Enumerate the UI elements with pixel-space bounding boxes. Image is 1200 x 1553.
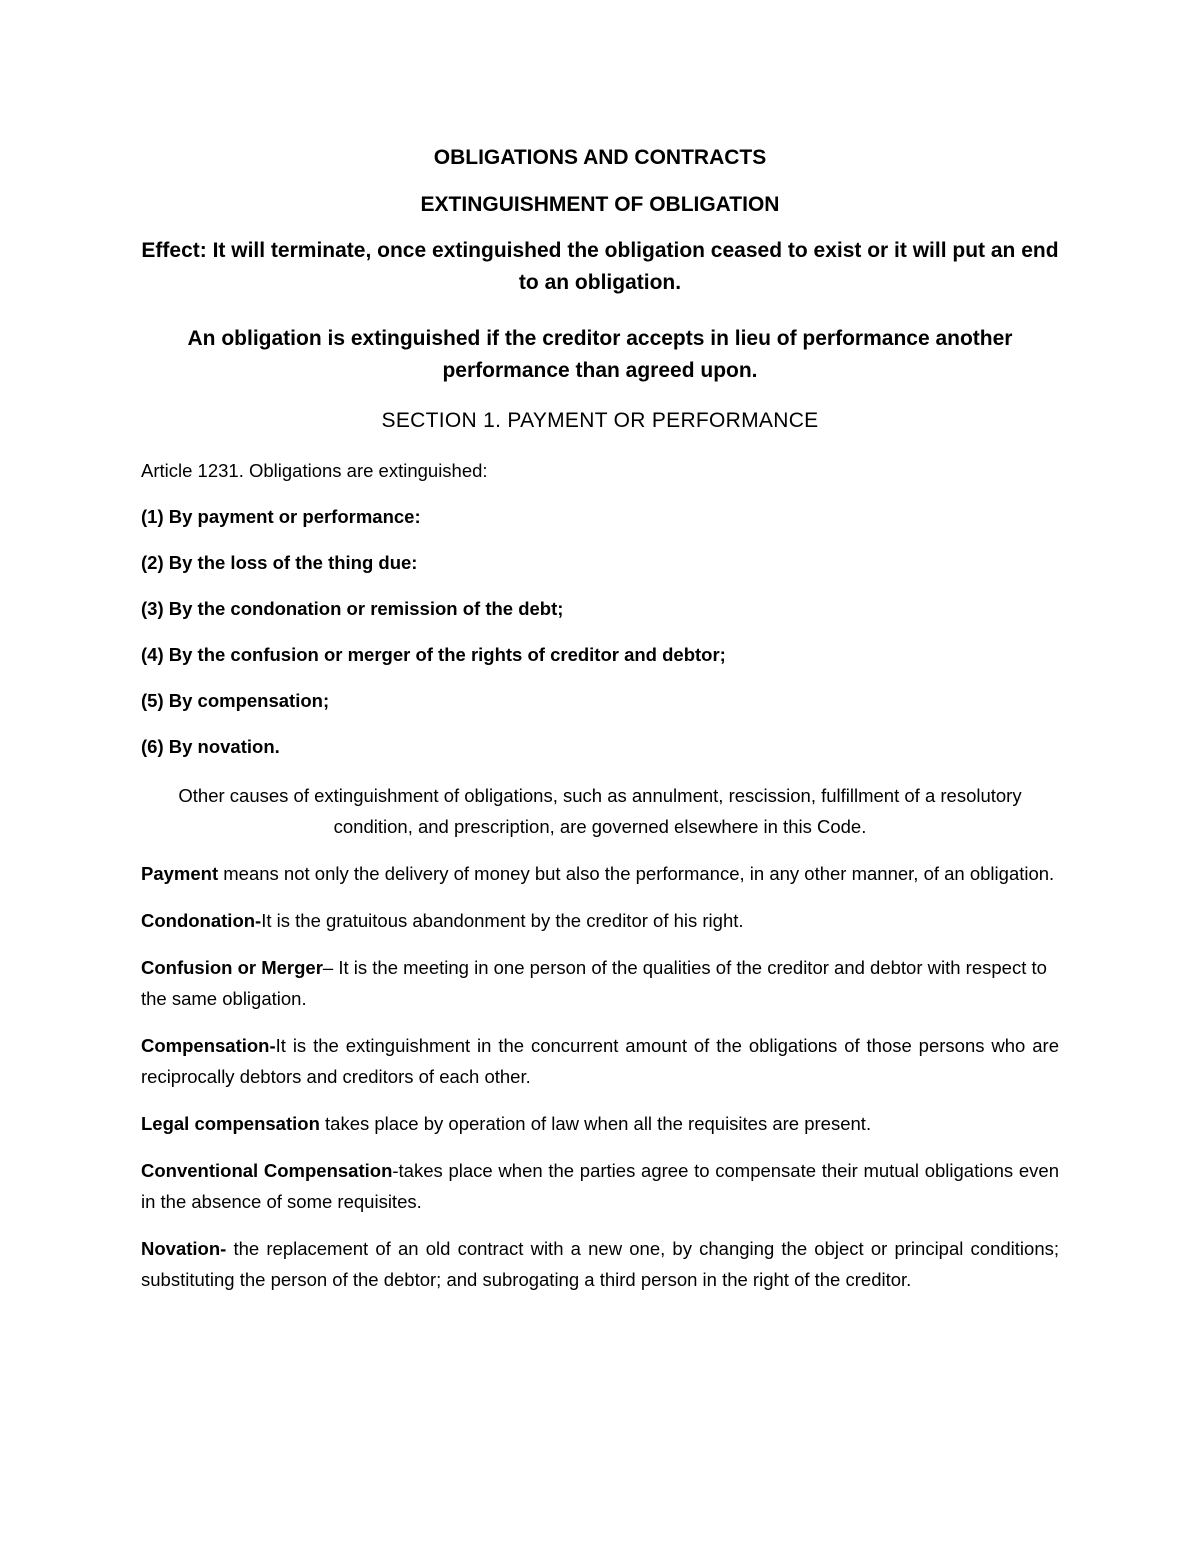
list-item: (6) By novation. (141, 736, 280, 757)
definition-legal-compensation (141, 1108, 1059, 1139)
definition-compensation (141, 1030, 1059, 1092)
definition-term: Legal compensation (141, 1113, 320, 1134)
effect-paragraph: Effect: It will terminate, once extinguished the obligation ceased to exist or it will put an end to an obligation. (141, 239, 1059, 294)
definition-text: takes place by operation of law when all the requisites are present. (319, 1113, 872, 1134)
document-subtitle: EXTINGUISHMENT OF OBLIGATION (420, 193, 780, 216)
definition-term: Payment (141, 863, 219, 884)
list-item: (1) By payment or performance: (141, 506, 421, 527)
document-page (141, 140, 1059, 1295)
section-heading: SECTION 1. PAYMENT OR PERFORMANCE (381, 409, 819, 432)
definition-term: Compensation- (141, 1035, 276, 1056)
definition-confusion-merger (141, 952, 1059, 1014)
definition-text: the replacement of an old contract with a new one, by changing the object or principal conditions; substituting the person of the debtor; and subrogating a third person in the right of the creditor. (141, 1238, 1059, 1290)
definition-conventional-compensation (141, 1155, 1059, 1217)
article-intro: Article 1231. Obligations are extinguished: (141, 460, 488, 481)
definition-text: It is the extinguishment in the concurrent amount of the obligations of those persons who are reciprocally debtors and creditors of each other. (141, 1035, 1059, 1087)
definition-text: – It is the meeting in one person of the qualities of the creditor and debtor with respect to the same obligation. (141, 957, 1047, 1009)
list-item: (2) By the loss of the thing due: (141, 552, 418, 573)
definition-text: -takes place when the parties agree to compensate their mutual obligations even in the absence of some requisites. (141, 1160, 1059, 1212)
definition-term: Condonation- (141, 910, 262, 931)
extinguished-note: An obligation is extinguished if the creditor accepts in lieu of performance another performance than agreed upon. (187, 327, 1013, 382)
definition-payment (141, 858, 1059, 889)
document-title: OBLIGATIONS AND CONTRACTS (433, 146, 767, 169)
list-item: (3) By the condonation or remission of the debt; (141, 598, 564, 619)
other-causes-paragraph: Other causes of extinguishment of obligations, such as annulment, rescission, fulfillment of a resolutory condition, and prescription, are governed elsewhere in this Code. (178, 785, 1022, 837)
definition-term: Conventional Compensation (141, 1160, 393, 1181)
definition-term: Novation- (141, 1238, 227, 1259)
list-item: (4) By the confusion or merger of the rights of creditor and debtor; (141, 644, 726, 665)
list-item: (5) By compensation; (141, 690, 330, 711)
definition-term: Confusion or Merger (141, 957, 323, 978)
definition-condonation (141, 905, 1059, 936)
definition-novation (141, 1233, 1059, 1295)
definition-text: It is the gratuitous abandonment by the creditor of his right. (261, 910, 744, 931)
definition-text: means not only the delivery of money but also the performance, in any other manner, of an obligation. (218, 863, 1055, 884)
